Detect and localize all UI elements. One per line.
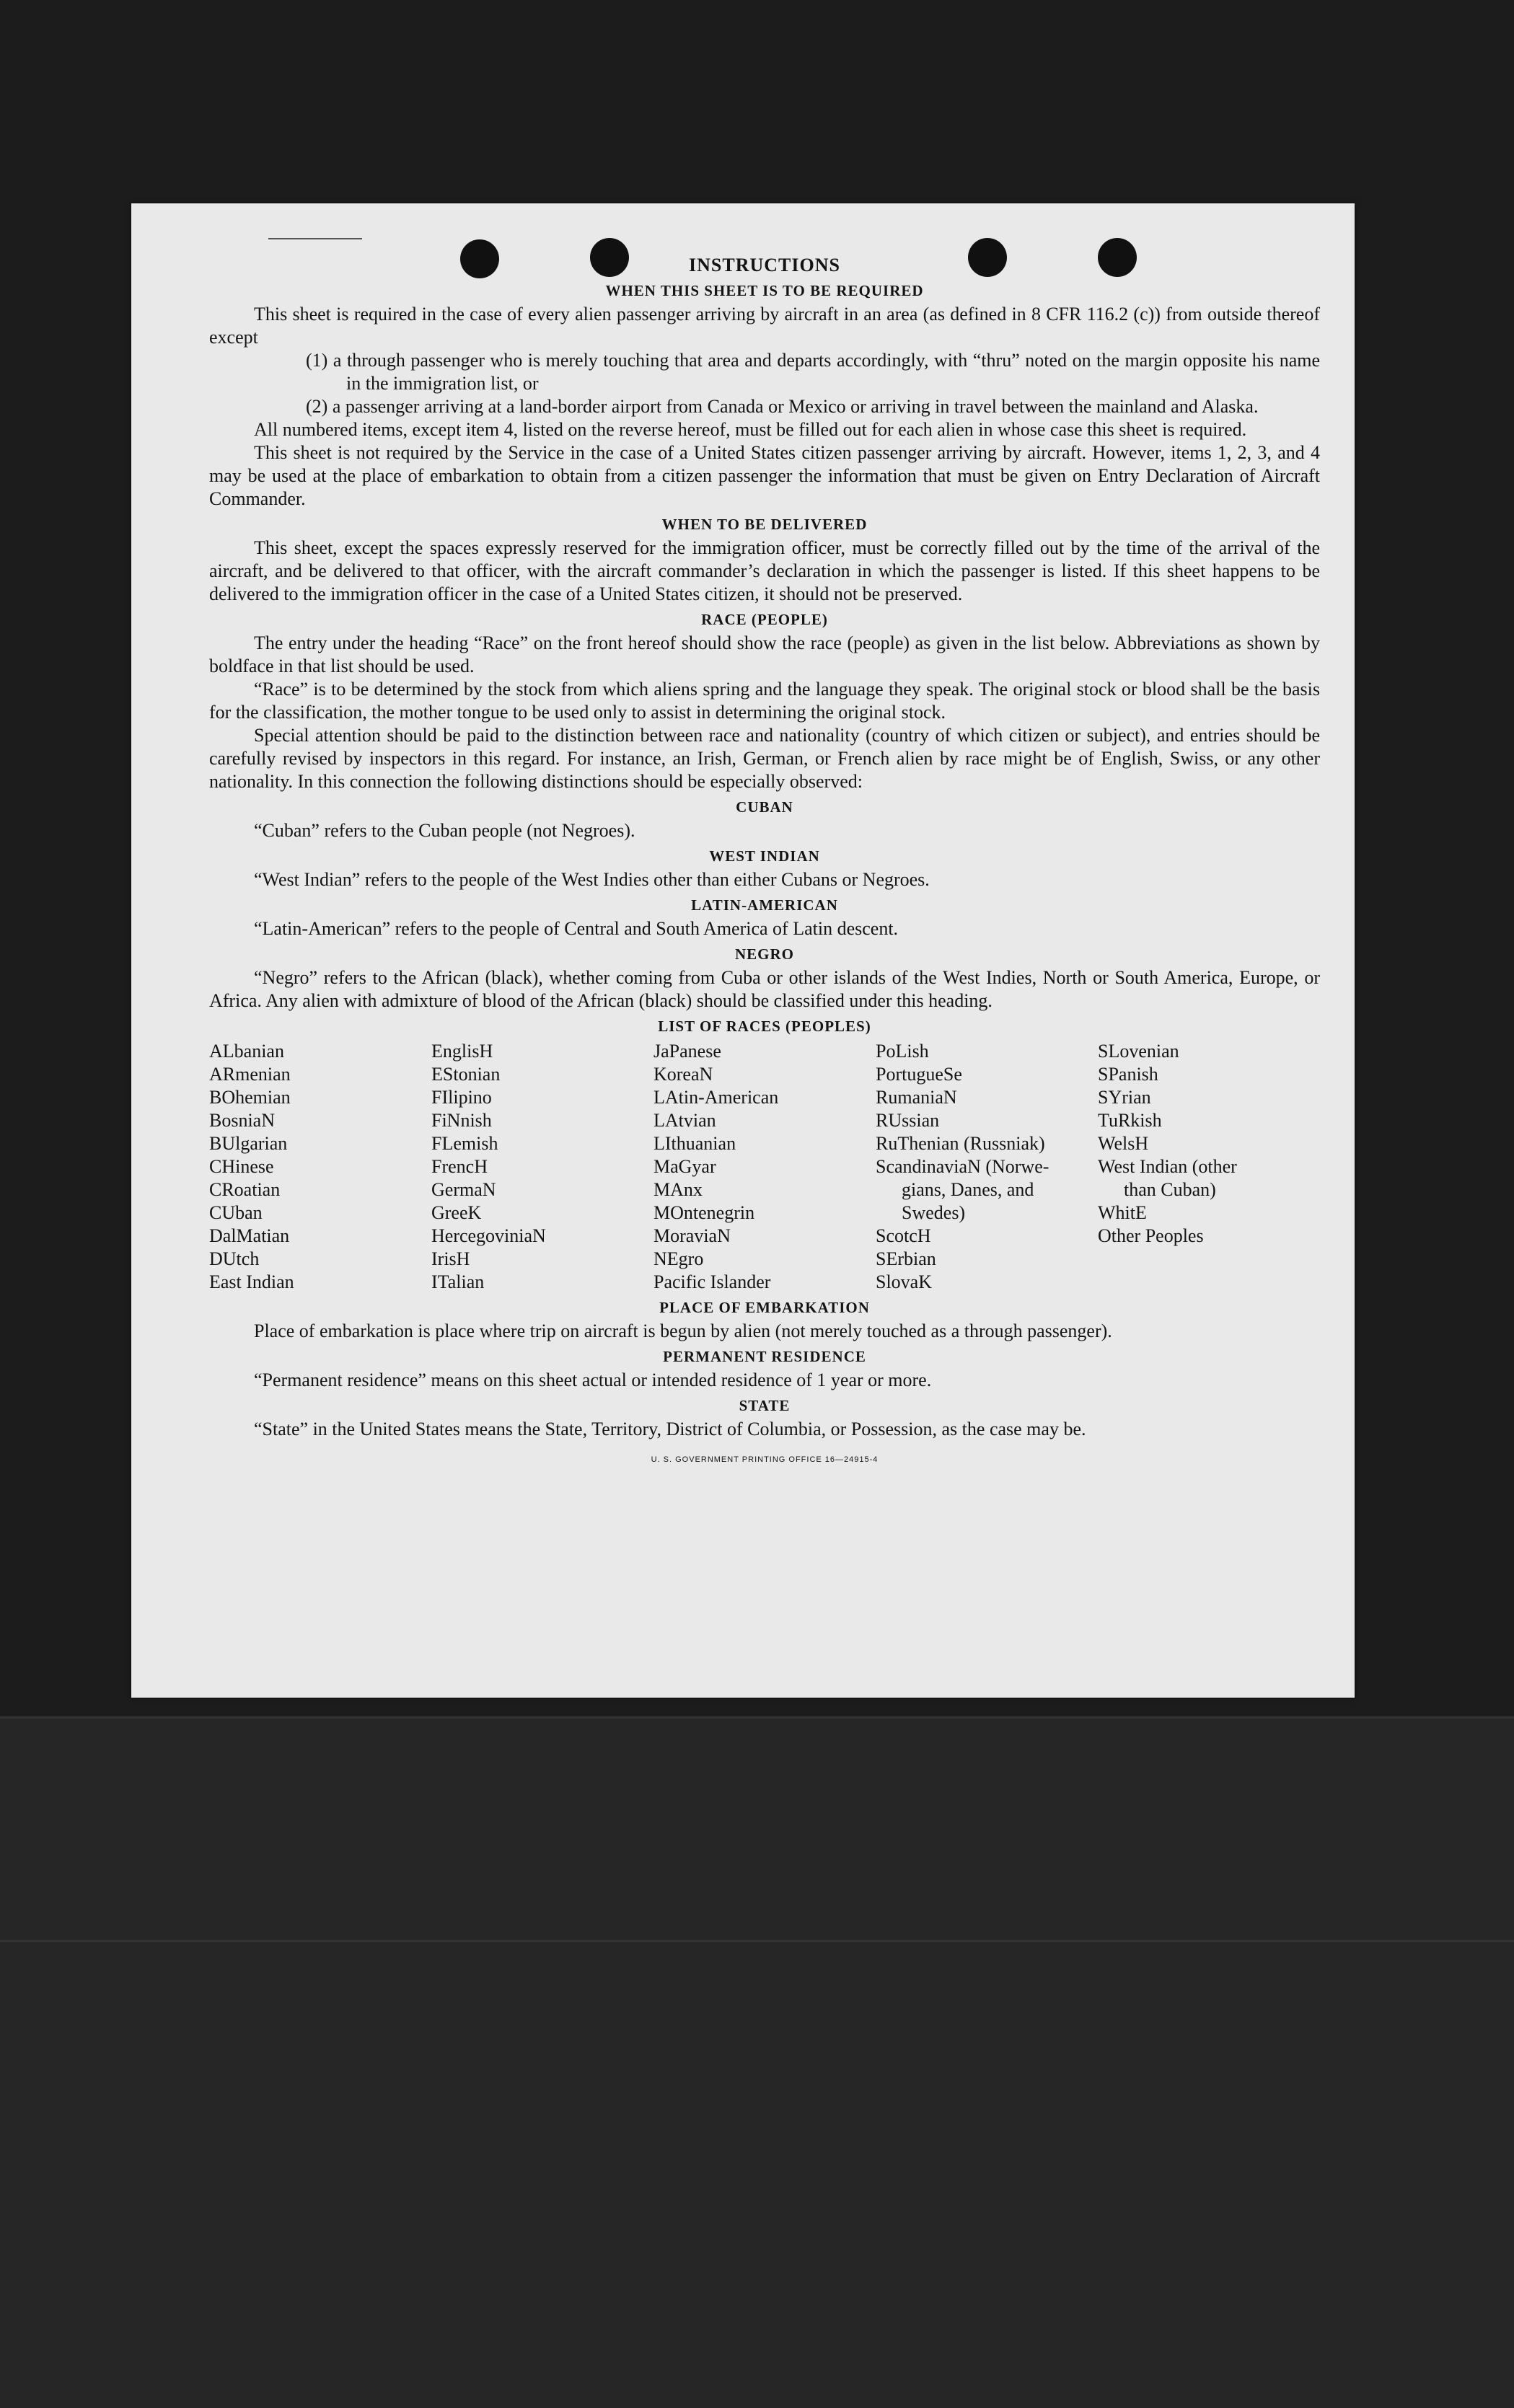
race-entry: EnglisH	[431, 1041, 493, 1062]
section-heading: LATIN-AMERICAN	[691, 896, 838, 914]
numbered-item: (1) a through passenger who is merely touching that area and departs accordingly, with “thru” noted on the margin opposite his name in the immigration list, or	[306, 350, 1320, 394]
race-entry: ARmenian	[209, 1064, 291, 1085]
races-column	[876, 1040, 1098, 1294]
race-entry: FIlipino	[431, 1087, 492, 1108]
race-entry: SYrian	[1098, 1087, 1151, 1108]
paragraph: “West Indian” refers to the people of the West Indies other than either Cubans or Negroes.	[254, 869, 930, 890]
race-entry: ScandinaviaN (Norwe-	[876, 1156, 1049, 1177]
race-entry: KoreaN	[653, 1064, 713, 1085]
race-entry: ScotcH	[876, 1225, 931, 1246]
printer-imprint: U. S. GOVERNMENT PRINTING OFFICE 16—24915-4	[651, 1455, 879, 1464]
paragraph: This sheet is not required by the Service in the case of a United States citizen passenger arriving by aircraft. However, items 1, 2, 3, and 4 may be used at the place of embarkation to obtain from a citizen passenger the information that must be given on Entry Declaration of Aircraft Commander.	[209, 442, 1320, 509]
race-entry: TuRkish	[1098, 1110, 1162, 1131]
race-entry: HercegoviniaN	[431, 1225, 546, 1246]
race-entry: FrencH	[431, 1156, 488, 1177]
race-entry: CUban	[209, 1202, 263, 1223]
paragraph: “Race” is to be determined by the stock from which aliens spring and the language they speak. The original stock or blood shall be the basis for the classification, the mother tongue to be used only to assist in determining the original stock.	[209, 679, 1320, 723]
race-entry: FLemish	[431, 1133, 498, 1154]
race-entry: DUtch	[209, 1248, 260, 1269]
paragraph: All numbered items, except item 4, listed on the reverse hereof, must be filled out for each alien in whose case this sheet is required.	[254, 419, 1247, 440]
race-entry: BOhemian	[209, 1087, 291, 1108]
section-heading: WHEN TO BE DELIVERED	[661, 516, 868, 533]
race-entry: DalMatian	[209, 1225, 290, 1246]
race-entry: WelsH	[1098, 1133, 1149, 1154]
paragraph: “State” in the United States means the State, Territory, District of Columbia, or Possession, as the case may be.	[254, 1419, 1086, 1439]
races-column	[1098, 1040, 1320, 1294]
race-entry: RumaniaN	[876, 1087, 957, 1108]
section-heading: WHEN THIS SHEET IS TO BE REQUIRED	[605, 282, 924, 299]
paragraph: Special attention should be paid to the distinction between race and nationality (country of which citizen or subject), and entries should be carefully revised by inspectors in this regard. For instance, an Irish, German, or French alien by race might be of English, Swiss, or any other nationality. In this connection the following distinctions should be especially observed:	[209, 725, 1320, 792]
section-heading: WEST INDIAN	[709, 847, 820, 865]
paragraph: Place of embarkation is place where trip on aircraft is begun by alien (not merely touched as a through passenger).	[254, 1320, 1112, 1341]
race-entry: BUlgarian	[209, 1133, 288, 1154]
race-entry: SlovaK	[876, 1271, 932, 1292]
race-entry: MOntenegrin	[653, 1202, 755, 1223]
film-background-band	[0, 1716, 1514, 2408]
race-entry-continuation: Swedes)	[902, 1202, 966, 1223]
section-heading: RACE (PEOPLE)	[701, 611, 828, 628]
race-entry: ALbanian	[209, 1041, 284, 1062]
race-entry: PortugueSe	[876, 1064, 962, 1085]
race-entry: LIthuanian	[653, 1133, 736, 1154]
race-entry: RUssian	[876, 1110, 940, 1131]
paragraph: “Latin-American” refers to the people of Central and South America of Latin descent.	[254, 918, 899, 939]
race-entry: ITalian	[431, 1271, 485, 1292]
paragraph: “Cuban” refers to the Cuban people (not Negroes).	[254, 820, 635, 841]
race-entry: MoraviaN	[653, 1225, 731, 1246]
paragraph: This sheet, except the spaces expressly reserved for the immigration officer, must be correctly filled out by the time of the arrival of the aircraft, and be delivered to that officer, with the aircraft commander’s declaration in which the passenger is listed. If this sheet happens to be delivered to the immigration officer in the case of a United States citizen, it should not be preserved.	[209, 537, 1320, 604]
race-entry: EStonian	[431, 1064, 501, 1085]
race-entry: IrisH	[431, 1248, 470, 1269]
instruction-sheet	[131, 203, 1355, 1698]
section-heading: PERMANENT RESIDENCE	[663, 1348, 866, 1365]
document-title: INSTRUCTIONS	[689, 255, 840, 275]
race-entry: MaGyar	[653, 1156, 716, 1177]
race-entry: PoLish	[876, 1041, 929, 1062]
race-entry: MAnx	[653, 1179, 703, 1200]
race-entry: FiNnish	[431, 1110, 492, 1131]
race-entry-continuation: gians, Danes, and	[902, 1179, 1034, 1200]
race-entry: East Indian	[209, 1271, 294, 1292]
race-entry: LAtin-American	[653, 1087, 779, 1108]
race-entry: RuThenian (Russniak)	[876, 1133, 1045, 1154]
race-entry: Pacific Islander	[653, 1271, 771, 1292]
film-edge-line	[0, 1716, 1514, 1719]
film-edge-line	[0, 1940, 1514, 1942]
race-entry: SPanish	[1098, 1064, 1158, 1085]
races-list	[209, 1040, 1320, 1294]
race-entry: BosniaN	[209, 1110, 275, 1131]
document-body	[209, 254, 1320, 1471]
race-entry: West Indian (other	[1098, 1156, 1237, 1177]
section-heading: NEGRO	[734, 945, 794, 963]
section-heading: CUBAN	[736, 798, 793, 816]
race-entry: Other Peoples	[1098, 1225, 1204, 1246]
race-entry: GermaN	[431, 1179, 496, 1200]
paragraph: The entry under the heading “Race” on the front hereof should show the race (people) as given in the list below. Abbreviations as shown by boldface in that list should be used.	[209, 632, 1320, 676]
paper-mark	[268, 238, 362, 239]
paragraph: “Negro” refers to the African (black), whether coming from Cuba or other islands of the West Indies, North or South America, Europe, or Africa. Any alien with admixture of blood of the African (black) should be classified under this heading.	[209, 967, 1320, 1011]
race-entry: NEgro	[653, 1248, 704, 1269]
race-entry: WhitE	[1098, 1202, 1147, 1223]
race-entry: CRoatian	[209, 1179, 281, 1200]
race-entry: LAtvian	[653, 1110, 716, 1131]
race-entry-continuation: than Cuban)	[1124, 1179, 1216, 1200]
race-entry: SErbian	[876, 1248, 936, 1269]
races-column	[653, 1040, 876, 1294]
section-heading: PLACE OF EMBARKATION	[659, 1299, 870, 1316]
races-column	[209, 1040, 431, 1294]
paragraph: “Permanent residence” means on this sheet actual or intended residence of 1 year or more.	[254, 1370, 932, 1390]
races-column	[431, 1040, 653, 1294]
section-heading: STATE	[739, 1397, 791, 1414]
race-entry: CHinese	[209, 1156, 274, 1177]
paragraph: This sheet is required in the case of every alien passenger arriving by aircraft in an area (as defined in 8 CFR 116.2 (c)) from outside thereof except	[209, 304, 1320, 348]
race-entry: SLovenian	[1098, 1041, 1179, 1062]
race-entry: JaPanese	[653, 1041, 721, 1062]
numbered-item: (2) a passenger arriving at a land-border airport from Canada or Mexico or arriving in travel between the mainland and Alaska.	[306, 396, 1259, 417]
race-entry: GreeK	[431, 1202, 482, 1223]
section-heading: LIST OF RACES (PEOPLES)	[658, 1018, 871, 1035]
